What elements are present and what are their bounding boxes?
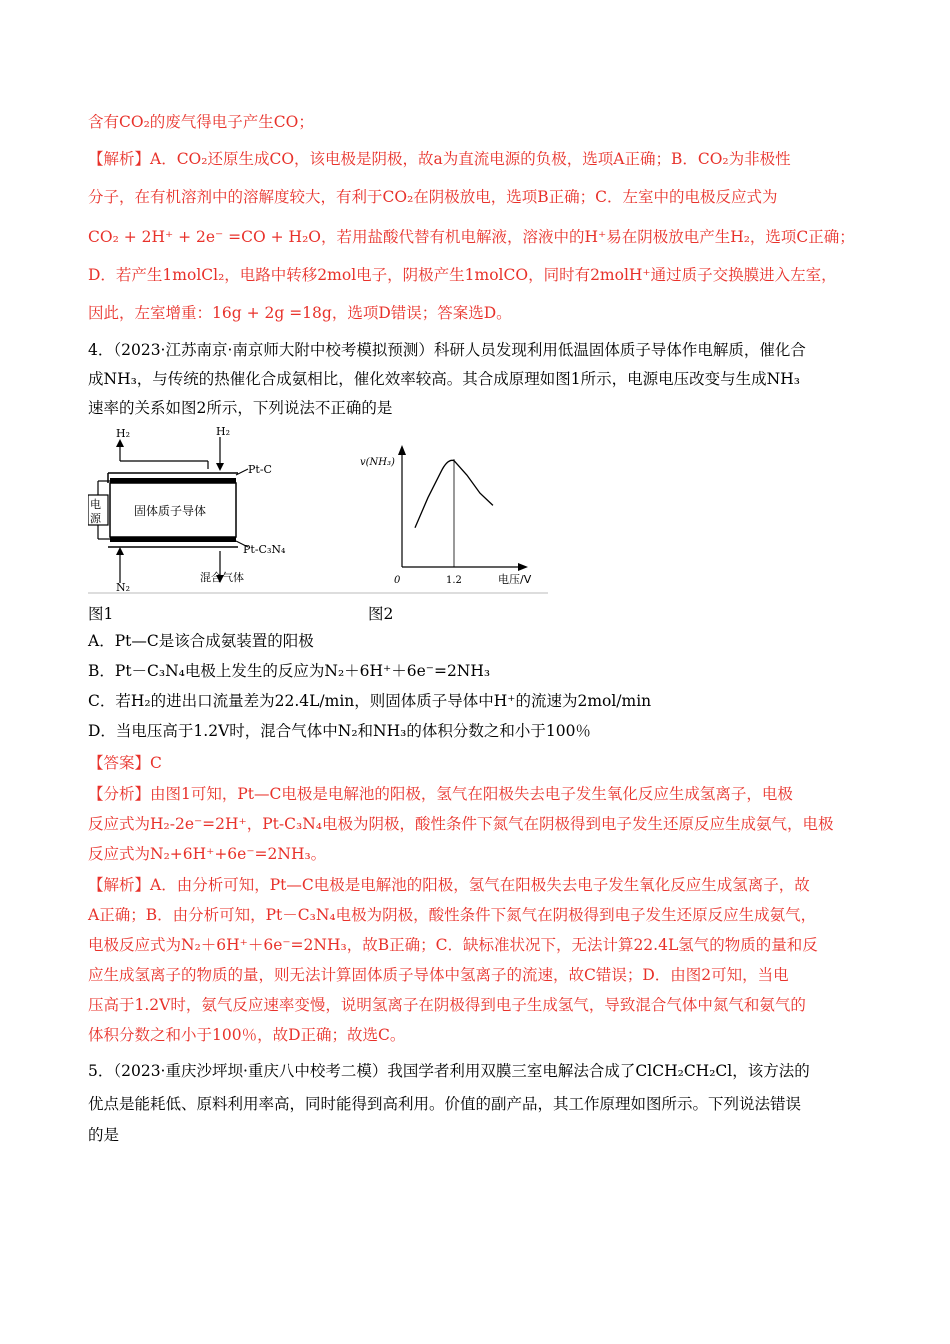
h2-out-label: H₂: [116, 427, 131, 440]
question-line: 速率的关系如图2所示，下列说法不正确的是: [88, 399, 393, 417]
question-line: 优点是能耗低、原料利用率高，同时能得到高利用。价值的副产品，其工作原理如图所示。下列说法错误: [88, 1095, 802, 1113]
text-line: D．若产生1molCl₂，电路中转移2mol电子，阴极产生1molCO，同时有2molH⁺通过质子交换膜进入左室，: [88, 266, 837, 284]
origin-label: 0: [394, 575, 401, 586]
question-line: 成NH₃，与传统的热催化合成氨相比，催化效率较高。其合成原理如图1所示，电源电压改变与生成NH₃: [88, 370, 800, 388]
option-a: A．Pt—C是该合成氨装置的阳极: [88, 632, 314, 650]
analysis-line: 反应式为N₂+6H⁺+6e⁻=2NH₃。: [88, 845, 327, 863]
answer-line: 【答案】C: [88, 754, 162, 772]
question-line: 5．（2023·重庆沙坪坝·重庆八中校考二模）我国学者利用双膜三室电解法合成了ClCH₂CH₂Cl，该方法的: [88, 1062, 810, 1080]
option-b: B．Pt－C₃N₄电极上发生的反应为N₂＋6H⁺＋6e⁻=2NH₃: [88, 662, 491, 680]
n2-label: N₂: [116, 581, 131, 594]
question-line: 的是: [88, 1126, 120, 1144]
peak-tick-label: 1.2: [446, 575, 462, 586]
figure-2-caption: 图2: [368, 605, 394, 623]
conductor-label: 固体质子导体: [134, 504, 207, 518]
h2-out-arrowhead: [116, 439, 124, 447]
option-c: C．若H₂的进出口流量差为22.4L/min，则固体质子导体中H⁺的流速为2mol/min: [88, 692, 652, 710]
h2-in-label: H₂: [216, 425, 231, 438]
power-label-1: 电: [90, 498, 101, 511]
x-axis-arrow: [518, 563, 528, 571]
explanation-line: 电极反应式为N₂＋6H⁺＋6e⁻=2NH₃，故B正确；C．缺标准状况下，无法计算22.4L氢气的物质的量和反: [88, 936, 818, 954]
pt-c3n4-label: Pt-C₃N₄: [243, 543, 286, 556]
text-line: 【解析】A．CO₂还原生成CO，该电极是阴极，故a为直流电源的负极，选项A正确；B．CO₂为非极性: [88, 150, 791, 168]
analysis-line: 【分析】由图1可知，Pt—C电极是电解池的阳极，氢气在阳极失去电子发生氧化反应生成氢离子，电极: [88, 785, 793, 803]
question-line: 4．（2023·江苏南京·南京师大附中校考模拟预测）科研人员发现利用低温固体质子导体作电解质，催化合: [88, 341, 806, 359]
y-axis-label: v(NH₃): [360, 457, 395, 468]
text-line: 因此，左室增重：16g + 2g =18g，选项D错误；答案选D。: [88, 304, 512, 322]
h2-in-arrowhead: [216, 463, 224, 471]
explanation-line: 【解析】A．由分析可知，Pt—C电极是电解池的阳极，氢气在阳极失去电子发生氧化反应生成氢离子，故: [88, 876, 810, 894]
text-line: CO₂ + 2H⁺ + 2e⁻ =CO + H₂O，若用盐酸代替有机电解液，溶液中的H⁺易在阴极放电产生H₂，选项C正确；: [88, 228, 855, 246]
mixed-gas-label: 混合气体: [200, 571, 244, 584]
leader-line: [236, 469, 248, 475]
option-d: D．当电压高于1.2V时，混合气体中N₂和NH₃的体积分数之和小于100％: [88, 722, 591, 740]
explanation-line: A正确；B．由分析可知，Pt－C₃N₄电极为阴极，酸性条件下氮气在阴极得到电子发生还原反应生成氨气，: [88, 906, 817, 924]
explanation-line: 体积分数之和小于100％，故D正确；故选C。: [88, 1026, 406, 1044]
figure-1-apparatus: [88, 425, 548, 595]
explanation-line: 压高于1.2V时，氨气反应速率变慢，说明氢离子在阴极得到电子生成氢气，导致混合气体中氮气和氨气的: [88, 996, 806, 1014]
y-axis-arrow: [398, 445, 406, 455]
power-label-2: 源: [90, 512, 101, 525]
explanation-line: 应生成氢离子的物质的量，则无法计算固体质子导体中氢离子的流速，故C错误；D．由图2可知，当电: [88, 966, 789, 984]
text-line: 分子，在有机溶剂中的溶解度较大，有利于CO₂在阴极放电，选项B正确；C．左室中的电极反应式为: [88, 188, 778, 206]
pt-c-label: Pt-C: [248, 463, 272, 476]
text-line: 含有CO₂的废气得电子产生CO；: [88, 113, 314, 131]
x-axis-label: 电压/V: [498, 573, 532, 586]
n2-in-arrowhead: [116, 547, 124, 555]
analysis-line: 反应式为H₂-2e⁻=2H⁺，Pt-C₃N₄电极为阴极，酸性条件下氮气在阴极得到电子发生还原反应生成氨气，电极: [88, 815, 834, 833]
figure-2-chart: [360, 445, 532, 586]
figure-1-caption: 图1: [88, 605, 114, 623]
